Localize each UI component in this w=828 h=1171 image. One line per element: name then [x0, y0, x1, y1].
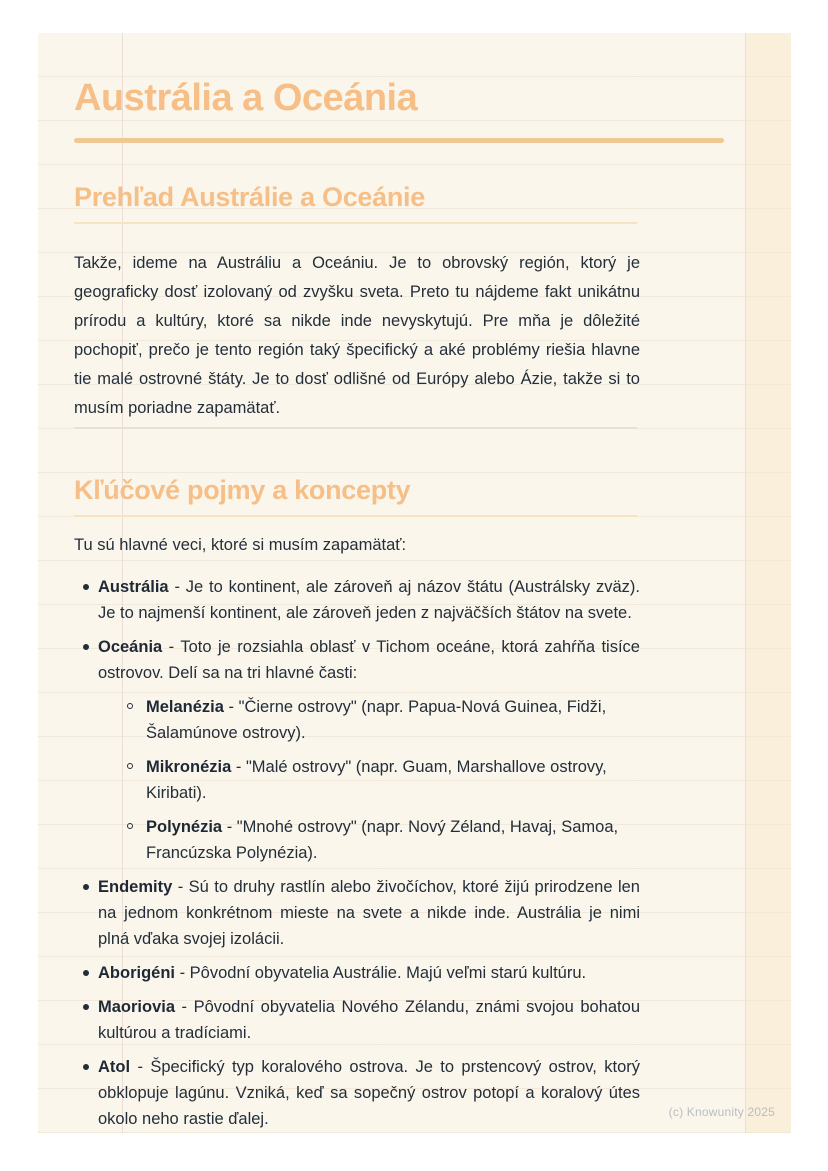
bullet-dot-icon — [83, 970, 89, 976]
key-concepts-heading-underline — [74, 515, 637, 517]
overview-paragraph: Takže, ideme na Austráliu a Oceániu. Je to obrovský región, ktorý je geograficky dosť izolovaný od zvyšku sveta. Preto tu nájdeme fakt unikátnu prírodu a kultúry, ktoré sa nikde inde nevyskytujú. Pre mňa je dôležité pochopiť, prečo je tento región taký špecifický a aké problémy riešia hlavne tie malé ostrovné štáty. Je to dosť odlišné od Európy alebo Ázie, takže si to musím poriadne zapamätať. — [74, 254, 640, 417]
section-overview — [74, 181, 724, 423]
concept-list — [74, 574, 640, 1132]
page-title: Austrália a Oceánia — [74, 77, 418, 119]
term-bold: Atol — [98, 1058, 131, 1076]
sub-list-item — [122, 694, 640, 746]
list-item — [74, 960, 640, 986]
bullet-circle-icon — [127, 763, 133, 769]
bullet-circle-icon — [127, 703, 133, 709]
overview-heading-underline — [74, 222, 637, 224]
bullet-circle-icon — [127, 823, 133, 829]
term-definition: - Je to kontinent, ale zároveň aj názov štátu (Austrálsky zväz). Je to najmenší kontinent, ale zároveň jeden z najväčších štátov na svete. — [98, 578, 640, 622]
list-item — [74, 1054, 640, 1132]
title-divider — [74, 138, 724, 143]
sub-list-item — [122, 754, 640, 806]
section-divider — [74, 427, 637, 429]
list-item — [74, 994, 640, 1046]
term-definition: - Pôvodní obyvatelia Austrálie. Majú veľmi starú kultúru. — [175, 964, 587, 982]
list-item-text — [98, 634, 640, 686]
term-bold: Endemity — [98, 878, 173, 896]
term-definition: - Pôvodní obyvatelia Nového Zélandu, známi svojou bohatou kultúrou a tradíciami. — [98, 998, 640, 1042]
list-item — [74, 874, 640, 952]
term-definition: - "Malé ostrovy" (napr. Guam, Marshallove ostrovy, Kiribati). — [146, 758, 607, 802]
term-bold: Aborigéni — [98, 964, 175, 982]
term-definition: - "Mnohé ostrovy" (napr. Nový Zéland, Havaj, Samoa, Francúzska Polynézia). — [146, 818, 619, 862]
list-item — [74, 634, 640, 866]
list-item-text — [98, 574, 640, 626]
bullet-dot-icon — [83, 584, 89, 590]
bullet-dot-icon — [83, 1064, 89, 1070]
list-item-text — [146, 694, 640, 746]
note-content — [38, 33, 791, 1132]
list-item-text — [98, 1054, 640, 1132]
bullet-dot-icon — [83, 1004, 89, 1010]
sub-concept-list — [122, 694, 640, 866]
bullet-dot-icon — [83, 644, 89, 650]
term-bold: Melanézia — [146, 698, 224, 716]
list-item-text — [146, 814, 640, 866]
key-concepts-heading: Kľúčové pojmy a koncepty — [74, 475, 411, 505]
list-item-text — [98, 960, 640, 986]
term-bold: Oceánia — [98, 638, 163, 656]
sub-list-item — [122, 814, 640, 866]
term-bold: Maoriovia — [98, 998, 176, 1016]
list-item-text — [98, 994, 640, 1046]
list-item — [74, 574, 640, 626]
overview-heading: Prehľad Austrálie a Oceánie — [74, 182, 425, 212]
bullet-dot-icon — [83, 884, 89, 890]
copyright-note: (c) Knowunity 2025 — [668, 1105, 775, 1119]
term-bold: Austrália — [98, 578, 169, 596]
note-paper-card — [38, 33, 791, 1133]
list-item-text — [146, 754, 640, 806]
section-key-concepts — [74, 474, 724, 1132]
key-concepts-intro: Tu sú hlavné veci, ktoré si musím zapamätať: — [74, 536, 407, 554]
list-item-text — [98, 874, 640, 952]
term-bold: Mikronézia — [146, 758, 232, 776]
term-definition: - Špecifický typ koralového ostrova. Je to prstencový ostrov, ktorý obklopuje lagúnu. Vzniká, keď sa sopečný ostrov potopí a koralový útes okolo neho rastie ďalej. — [98, 1058, 640, 1128]
term-definition: - "Čierne ostrovy" (napr. Papua-Nová Guinea, Fidži, Šalamúnove ostrovy). — [146, 698, 607, 742]
term-bold: Polynézia — [146, 818, 223, 836]
term-definition: - Toto je rozsiahla oblasť v Tichom oceáne, ktorá zahŕňa tisíce ostrovov. Delí sa na tri hlavné časti: — [98, 638, 640, 682]
term-definition: - Sú to druhy rastlín alebo živočíchov, ktoré žijú prirodzene len na jednom konkrétnom mieste na svete a nikde inde. Austrália je nimi plná vďaka svojej izolácii. — [98, 878, 640, 948]
